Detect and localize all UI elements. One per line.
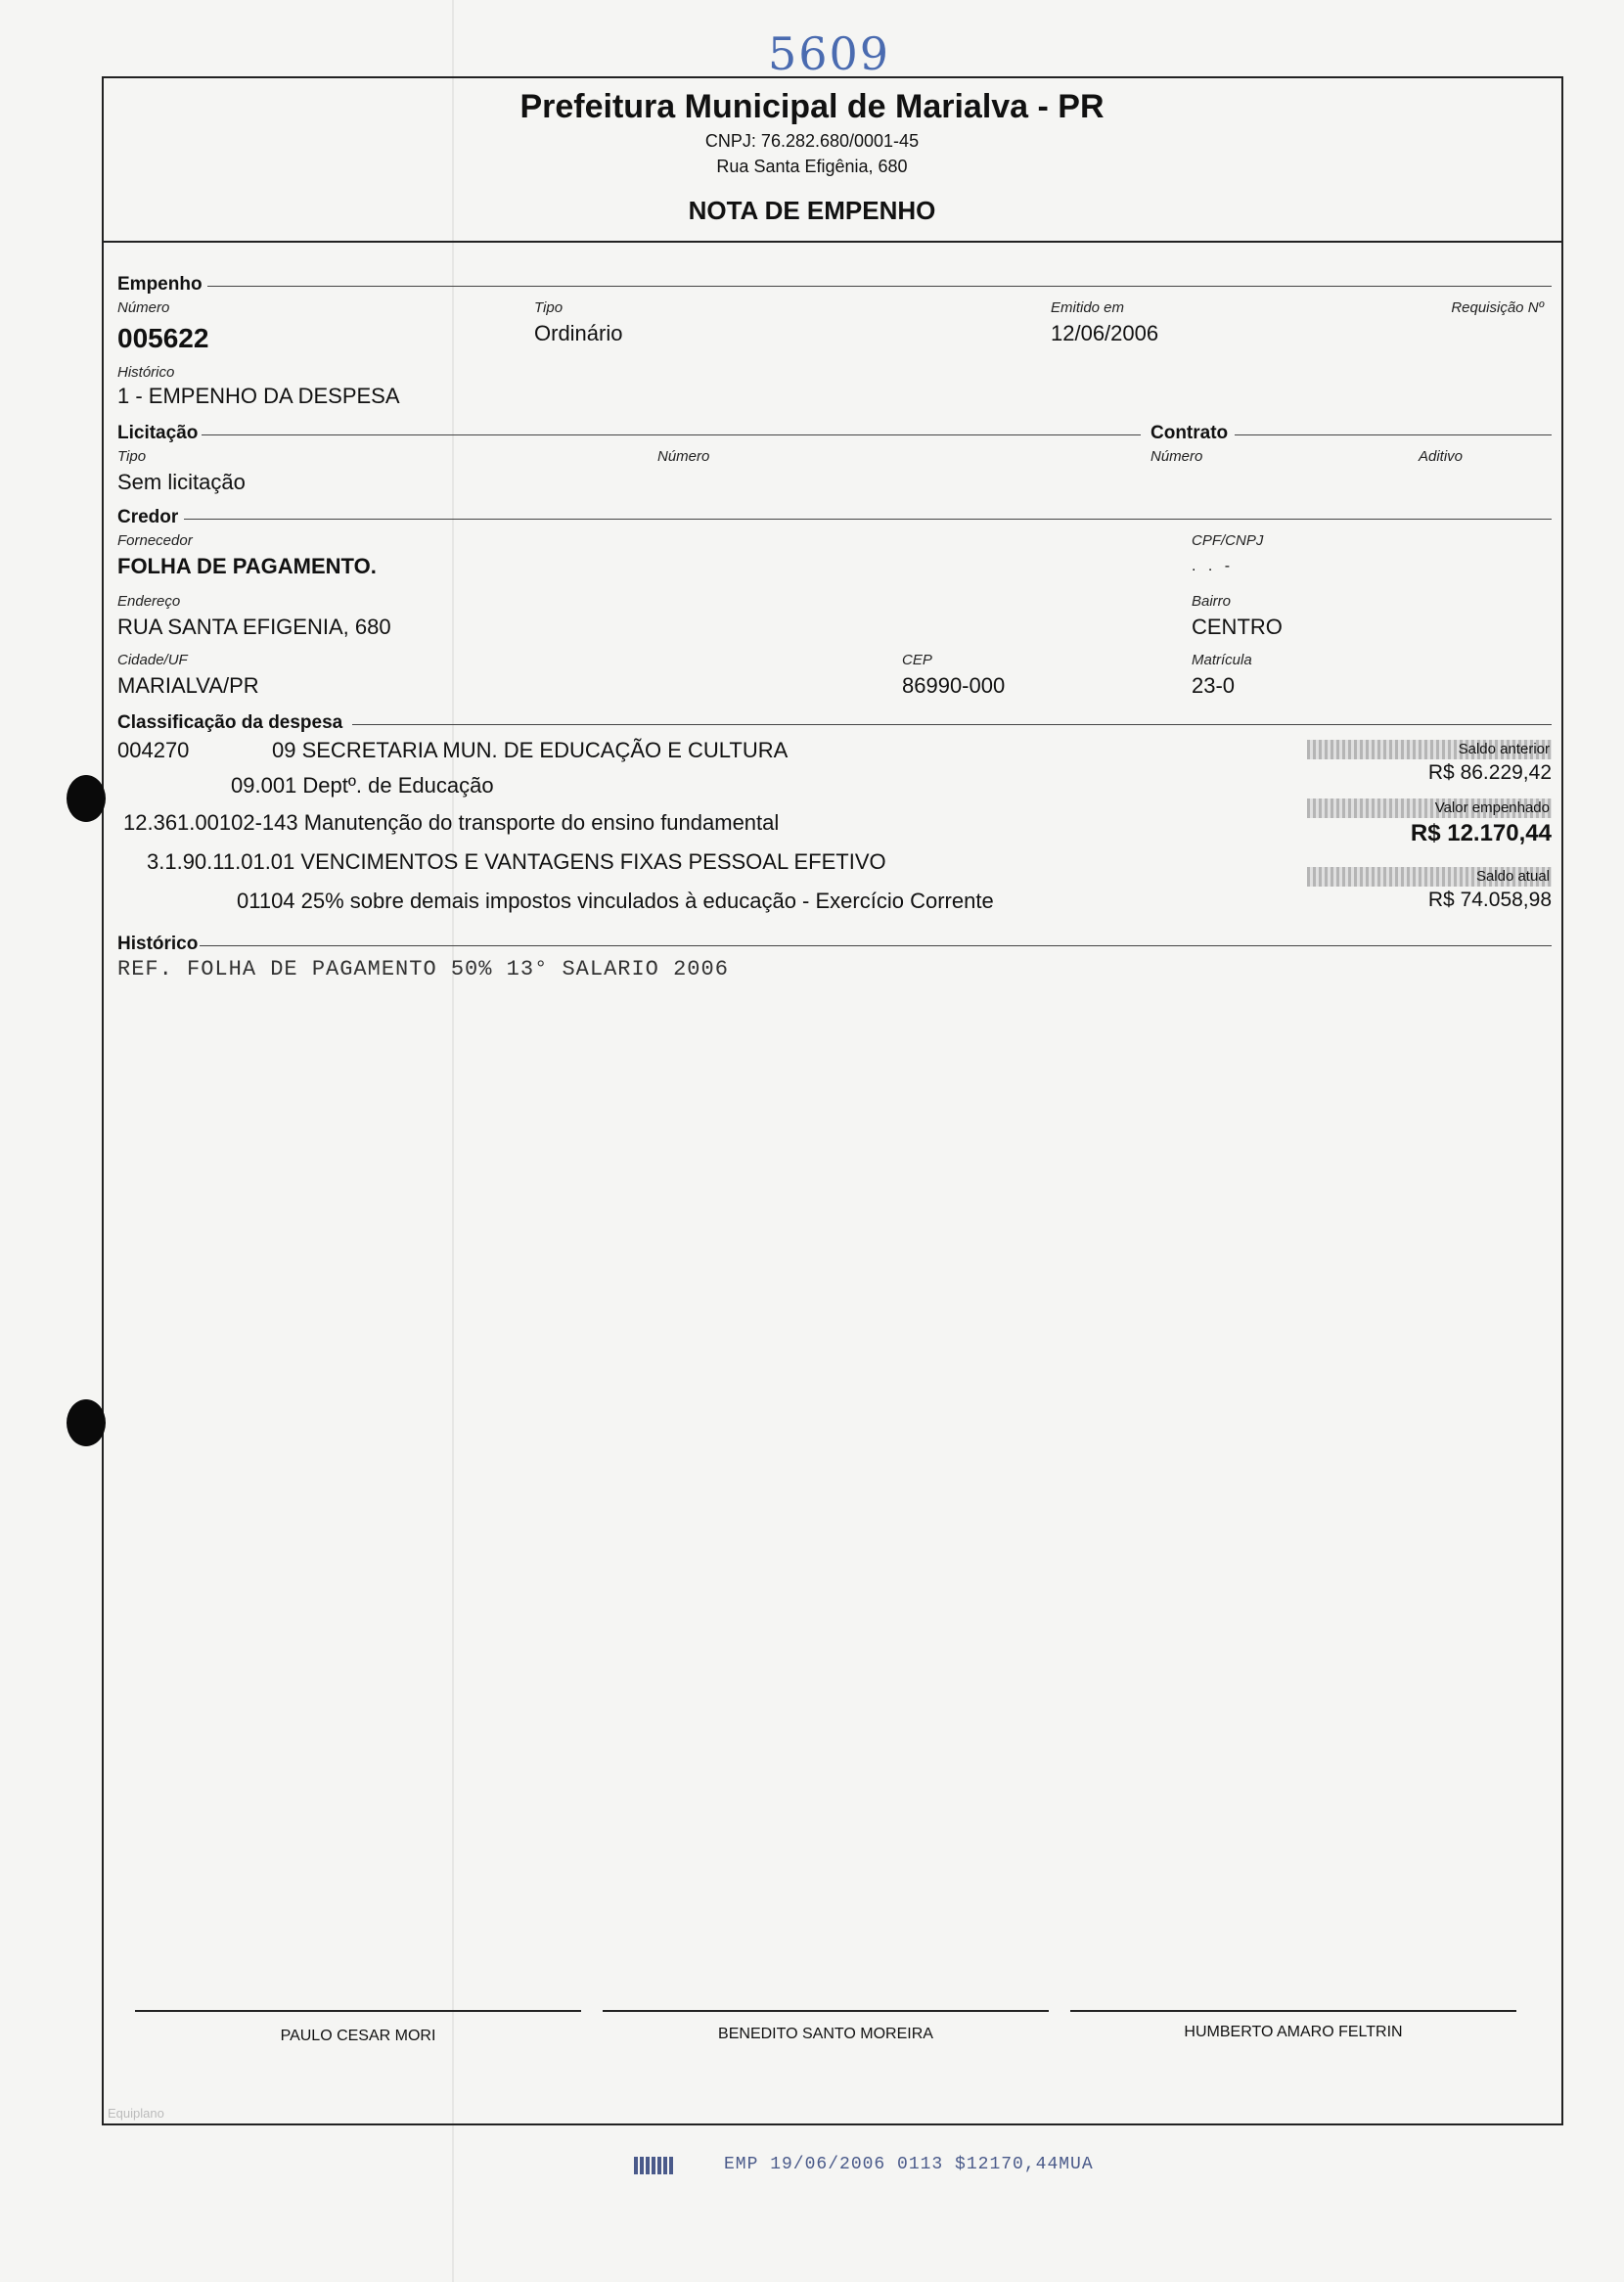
bank-stamp: EMP 19/06/2006 0113 $12170,44MUA [724,2155,1094,2174]
saldo-anterior-value: R$ 86.229,42 [1427,761,1552,784]
footer-label: Equiplano [108,2106,164,2121]
label-bairro: Bairro [1192,593,1232,610]
saldo-anterior-label: Saldo anterior [1307,740,1552,759]
section-historico: Histórico [117,934,199,954]
credor-fornecedor: FOLHA DE PAGAMENTO. [117,554,377,578]
punch-hole-bottom [67,1399,106,1446]
section-credor: Credor [117,507,179,527]
punch-hole-top [67,775,106,822]
signature-line-1 [135,2010,581,2012]
empenho-emitido: 12/06/2006 [1051,321,1159,345]
cnpj-line: CNPJ: 76.282.680/0001-45 [704,131,920,151]
saldo-atual-label: Saldo atual [1307,867,1552,887]
classificacao-funcional: 12.361.00102-143 Manutenção do transporte do ensino fundamental [123,810,780,835]
header-divider [102,241,1563,243]
label-emitido: Emitido em [1051,299,1125,316]
label-tipo: Tipo [534,299,564,316]
section-licitacao: Licitação [117,423,199,443]
credor-endereco: RUA SANTA EFIGENIA, 680 [117,615,391,639]
rule-empenho [207,286,1552,287]
label-contrato-aditivo: Aditivo [1419,448,1464,465]
credor-cidade: MARIALVA/PR [117,673,259,698]
classificacao-code: 004270 [117,738,190,762]
empenho-tipo: Ordinário [534,321,623,345]
saldo-atual-value: R$ 74.058,98 [1427,889,1552,911]
empenho-historico: 1 - EMPENHO DA DESPESA [117,384,400,408]
rule-contrato [1235,434,1552,435]
label-historico-empenho: Histórico [117,364,175,381]
section-empenho: Empenho [117,274,203,295]
classificacao-unidade: 09.001 Deptº. de Educação [231,773,494,798]
address-line: Rua Santa Efigênia, 680 [716,157,908,176]
signature-name-3: HUMBERTO AMARO FELTRIN [1184,2024,1403,2040]
document-title: NOTA DE EMPENHO [688,196,936,225]
label-matricula: Matrícula [1192,652,1252,668]
signature-name-2: BENEDITO SANTO MOREIRA [718,2026,933,2042]
label-numero: Número [117,299,170,316]
label-cidade: Cidade/UF [117,652,188,668]
empenho-numero: 005622 [117,323,209,353]
classificacao-elemento: 3.1.90.11.01.01 VENCIMENTOS E VANTAGENS FIXAS PESSOAL EFETIVO [147,849,886,874]
municipality-title: Prefeitura Municipal de Marialva - PR [519,88,1105,125]
label-endereco: Endereço [117,593,181,610]
rule-classificacao [352,724,1552,725]
label-contrato-numero: Número [1150,448,1203,465]
historico-text: REF. FOLHA DE PAGAMENTO 50% 13° SALARIO 2006 [117,957,729,981]
credor-bairro: CENTRO [1192,615,1283,639]
label-licitacao-tipo: Tipo [117,448,147,465]
valor-empenhado-label: Valor empenhado [1307,799,1552,818]
signature-name-1: PAULO CESAR MORI [280,2028,436,2044]
label-cep: CEP [902,652,932,668]
licitacao-tipo: Sem licitação [117,470,246,494]
signature-line-2 [603,2010,1049,2012]
rule-historico [200,945,1552,946]
rule-licitacao [202,434,1141,435]
classificacao-fonte: 01104 25% sobre demais impostos vinculados à educação - Exercício Corrente [237,889,994,913]
stamp-logo [634,2157,675,2174]
label-fornecedor: Fornecedor [117,532,193,549]
credor-cpf: . . - [1192,558,1235,574]
rule-credor [184,519,1552,520]
label-licitacao-numero: Número [657,448,710,465]
valor-empenhado-value: R$ 12.170,44 [1410,820,1552,846]
section-contrato: Contrato [1150,423,1229,443]
label-cpf: CPF/CNPJ [1192,532,1264,549]
classificacao-orgao: 09 SECRETARIA MUN. DE EDUCAÇÃO E CULTURA [272,738,789,762]
handwritten-number: 5609 [768,27,891,80]
signature-line-3 [1070,2010,1516,2012]
label-requisicao: Requisição Nº [1451,299,1544,316]
credor-matricula: 23-0 [1192,673,1236,698]
credor-cep: 86990-000 [902,673,1006,698]
section-classificacao: Classificação da despesa [117,712,343,733]
